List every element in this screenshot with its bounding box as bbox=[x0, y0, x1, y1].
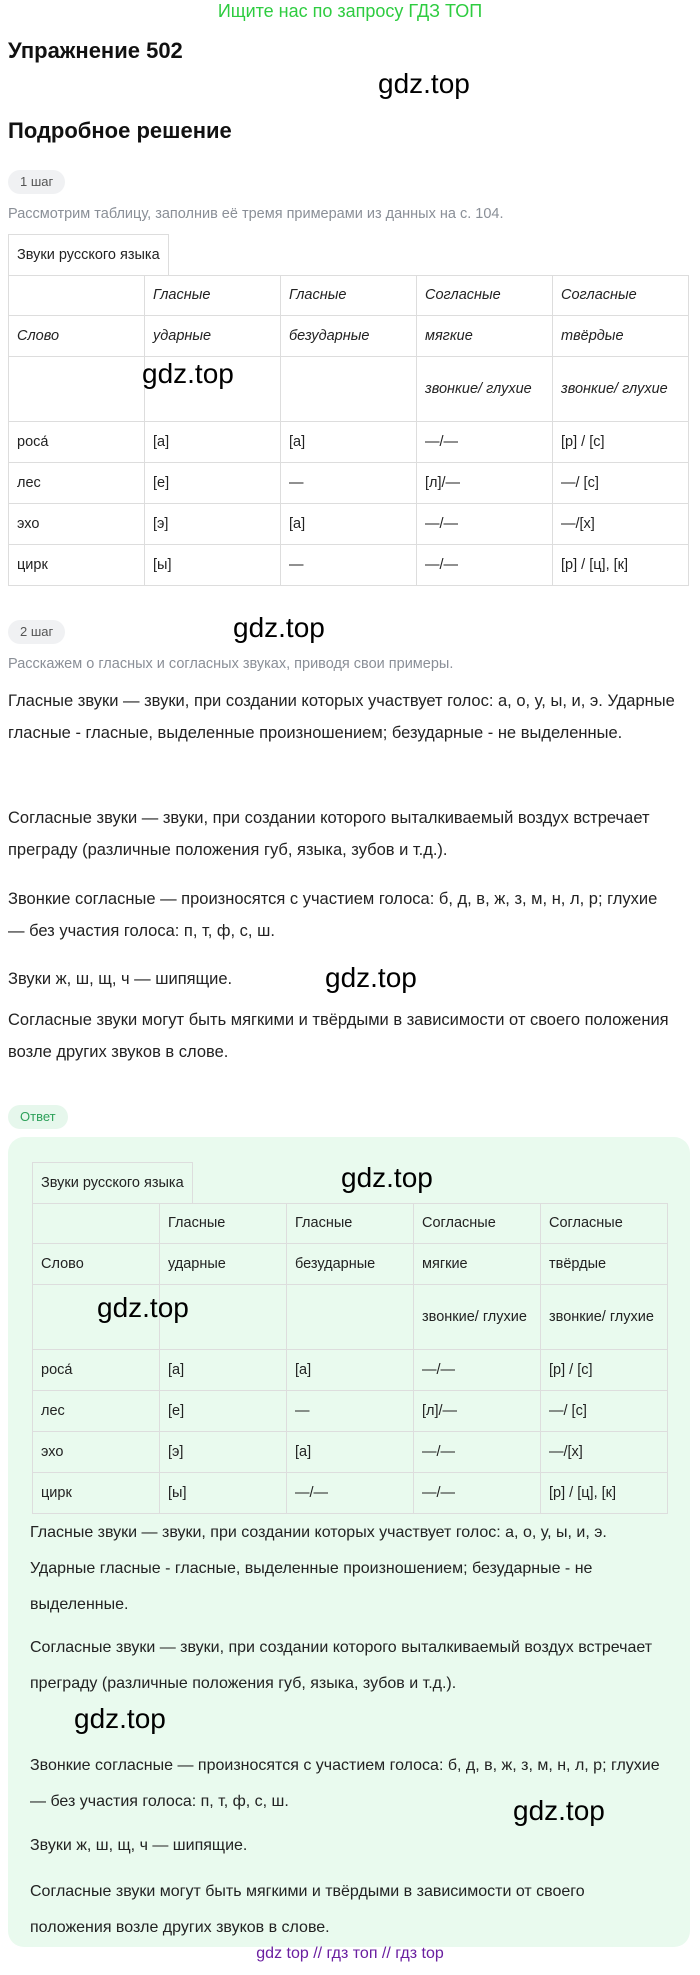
table-cell: —/— bbox=[287, 1473, 414, 1514]
page-title: Упражнение 502 bbox=[8, 38, 183, 63]
answer-table-block bbox=[32, 1162, 668, 1514]
table-cell: звонкие/ глухие bbox=[553, 357, 689, 422]
table-row bbox=[9, 504, 689, 545]
table-cell bbox=[287, 1285, 414, 1350]
table-cell: [л]/— bbox=[414, 1391, 541, 1432]
table-cell: безударные bbox=[281, 316, 417, 357]
table-cell: — bbox=[281, 545, 417, 586]
step-2-badge: 2 шаг bbox=[8, 620, 65, 644]
table-cell: Согласные bbox=[541, 1204, 668, 1244]
paragraph-voiced: Звонкие согласные — произносятся с участием голоса: б, д, в, ж, з, м, н, л, р; глухие — без участия голоса: п, т, ф, с, ш. bbox=[8, 890, 658, 940]
table-cell: [ы] bbox=[160, 1473, 287, 1514]
table-cell: мягкие bbox=[417, 316, 553, 357]
step-1-table-block bbox=[8, 234, 689, 586]
table-cell: Гласные bbox=[281, 276, 417, 316]
table-cell: [э] bbox=[160, 1432, 287, 1473]
table-cell: звонкие/ глухие bbox=[414, 1285, 541, 1350]
table-cell: твёрдые bbox=[553, 316, 689, 357]
table-row bbox=[9, 545, 689, 586]
table-cell: [а] bbox=[287, 1350, 414, 1391]
table-cell: —/ [с] bbox=[541, 1391, 668, 1432]
table-cell: —/— bbox=[417, 545, 553, 586]
table-cell: [р] / [с] bbox=[553, 422, 689, 463]
paragraph-sibilants: Звуки ж, ш, щ, ч — шипящие. bbox=[8, 970, 233, 988]
watermark: gdz.top bbox=[378, 68, 470, 99]
table-cell: звонкие/ глухие bbox=[417, 357, 553, 422]
watermark: gdz.top bbox=[74, 1703, 166, 1734]
table-row bbox=[33, 1391, 668, 1432]
table-cell: лес bbox=[33, 1391, 160, 1432]
table-cell: [а] bbox=[145, 422, 281, 463]
table-cell: [а] bbox=[281, 504, 417, 545]
table-cell: —/[х] bbox=[541, 1432, 668, 1473]
answer-badge: Ответ bbox=[8, 1105, 68, 1129]
table-cell: ударные bbox=[160, 1244, 287, 1285]
answer-paragraph-vowels: Гласные звуки — звуки, при создании которых участвует голос: а, о, у, ы, и, э. Ударные гласные - гласные, выделенные произношением; безударные - не выделенные. bbox=[30, 1524, 607, 1613]
table-cell: —/ [с] bbox=[553, 463, 689, 504]
table-row bbox=[9, 422, 689, 463]
solution-heading: Подробное решение bbox=[8, 118, 232, 143]
table-row bbox=[33, 1350, 668, 1391]
search-banner[interactable]: Ищите нас по запросу ГДЗ ТОП bbox=[217, 1, 483, 21]
table-cell: Гласные bbox=[287, 1204, 414, 1244]
table-cell: Гласные bbox=[160, 1204, 287, 1244]
table-cell bbox=[9, 276, 145, 316]
watermark: gdz.top bbox=[142, 358, 234, 389]
table-cell: —/[х] bbox=[553, 504, 689, 545]
watermark: gdz.top bbox=[325, 962, 417, 993]
table-cell: [а] bbox=[287, 1432, 414, 1473]
step-2-hint: Расскажем о гласных и согласных звуках, приводя свои примеры. bbox=[8, 656, 454, 672]
table-cell: цирк bbox=[33, 1473, 160, 1514]
table-cell: ударные bbox=[145, 316, 281, 357]
table-row bbox=[9, 316, 689, 357]
table-cell: Согласные bbox=[553, 276, 689, 316]
table-cell: [е] bbox=[145, 463, 281, 504]
paragraph-vowels: Гласные звуки — звуки, при создании которых участвует голос: а, о, у, ы, и, э. Ударные гласные - гласные, выделенные произношением; безударные - не выделенные. bbox=[8, 692, 675, 742]
table-cell: —/— bbox=[414, 1432, 541, 1473]
footer-links[interactable]: gdz top // гдз топ // гдз top bbox=[256, 1945, 444, 1962]
table-cell: [р] / [ц], [к] bbox=[553, 545, 689, 586]
watermark: gdz.top bbox=[97, 1292, 189, 1323]
table-cell: [л]/— bbox=[417, 463, 553, 504]
paragraph-consonants: Согласные звуки — звуки, при создании которого выталкиваемый воздух встречает преграду (различные положения губ, языка, зубов и т.д.). bbox=[8, 809, 650, 859]
answer-paragraph-soft-hard: Согласные звуки могут быть мягкими и твёрдыми в зависимости от своего положения возле других звуков в слове. bbox=[30, 1883, 585, 1936]
answer-paragraph-consonants: Согласные звуки — звуки, при создании которого выталкиваемый воздух встречает преграду (различные положения губ, языка, зубов и т.д.). bbox=[30, 1639, 653, 1692]
watermark: gdz.top bbox=[513, 1795, 605, 1826]
table-cell: цирк bbox=[9, 545, 145, 586]
table-row bbox=[33, 1432, 668, 1473]
table-row bbox=[33, 1244, 668, 1285]
answer-sounds-table bbox=[32, 1203, 668, 1514]
table-cell: —/— bbox=[417, 422, 553, 463]
table-cell: роса́ bbox=[9, 422, 145, 463]
step-1-badge: 1 шаг bbox=[8, 170, 65, 194]
table-cell bbox=[9, 357, 145, 422]
table-cell: [е] bbox=[160, 1391, 287, 1432]
table-cell: [э] bbox=[145, 504, 281, 545]
table-cell: Слово bbox=[9, 316, 145, 357]
table-cell: [ы] bbox=[145, 545, 281, 586]
sounds-table bbox=[8, 275, 689, 586]
paragraph-soft-hard: Согласные звуки могут быть мягкими и твёрдыми в зависимости от своего положения возле других звуков в слове. bbox=[8, 1011, 669, 1061]
watermark: gdz.top bbox=[233, 612, 325, 643]
table-row bbox=[9, 357, 689, 422]
table-cell: —/— bbox=[414, 1350, 541, 1391]
table-cell: [а] bbox=[281, 422, 417, 463]
table-cell: эхо bbox=[33, 1432, 160, 1473]
table-cell: [р] / [ц], [к] bbox=[541, 1473, 668, 1514]
table-row bbox=[33, 1473, 668, 1514]
table-cell: [а] bbox=[160, 1350, 287, 1391]
table-cell: — bbox=[281, 463, 417, 504]
table-cell: Согласные bbox=[417, 276, 553, 316]
table-cell: Слово bbox=[33, 1244, 160, 1285]
table-cell: роса́ bbox=[33, 1350, 160, 1391]
table-cell bbox=[281, 357, 417, 422]
table-cell bbox=[33, 1204, 160, 1244]
table-cell: [р] / [с] bbox=[541, 1350, 668, 1391]
table-cell: —/— bbox=[417, 504, 553, 545]
table-cell: эхо bbox=[9, 504, 145, 545]
table-cell: мягкие bbox=[414, 1244, 541, 1285]
table-row bbox=[9, 463, 689, 504]
table-cell: —/— bbox=[414, 1473, 541, 1514]
table-cell: Гласные bbox=[145, 276, 281, 316]
table-cell: безударные bbox=[287, 1244, 414, 1285]
table-row bbox=[9, 276, 689, 316]
answer-paragraph-sibilants: Звуки ж, ш, щ, ч — шипящие. bbox=[30, 1837, 248, 1854]
table-cell: твёрдые bbox=[541, 1244, 668, 1285]
table-cell: звонкие/ глухие bbox=[541, 1285, 668, 1350]
answer-paragraph-voiced: Звонкие согласные — произносятся с участием голоса: б, д, в, ж, з, м, н, л, р; глухие — без участия голоса: п, т, ф, с, ш. bbox=[30, 1757, 660, 1810]
table-cell: лес bbox=[9, 463, 145, 504]
table-row bbox=[33, 1204, 668, 1244]
table-caption: Звуки русского языка bbox=[8, 234, 169, 275]
table-cell: Согласные bbox=[414, 1204, 541, 1244]
step-1-hint: Рассмотрим таблицу, заполнив её тремя примерами из данных на с. 104. bbox=[8, 206, 504, 222]
watermark: gdz.top bbox=[341, 1162, 433, 1193]
table-cell: — bbox=[287, 1391, 414, 1432]
answer-table-caption: Звуки русского языка bbox=[32, 1162, 193, 1203]
